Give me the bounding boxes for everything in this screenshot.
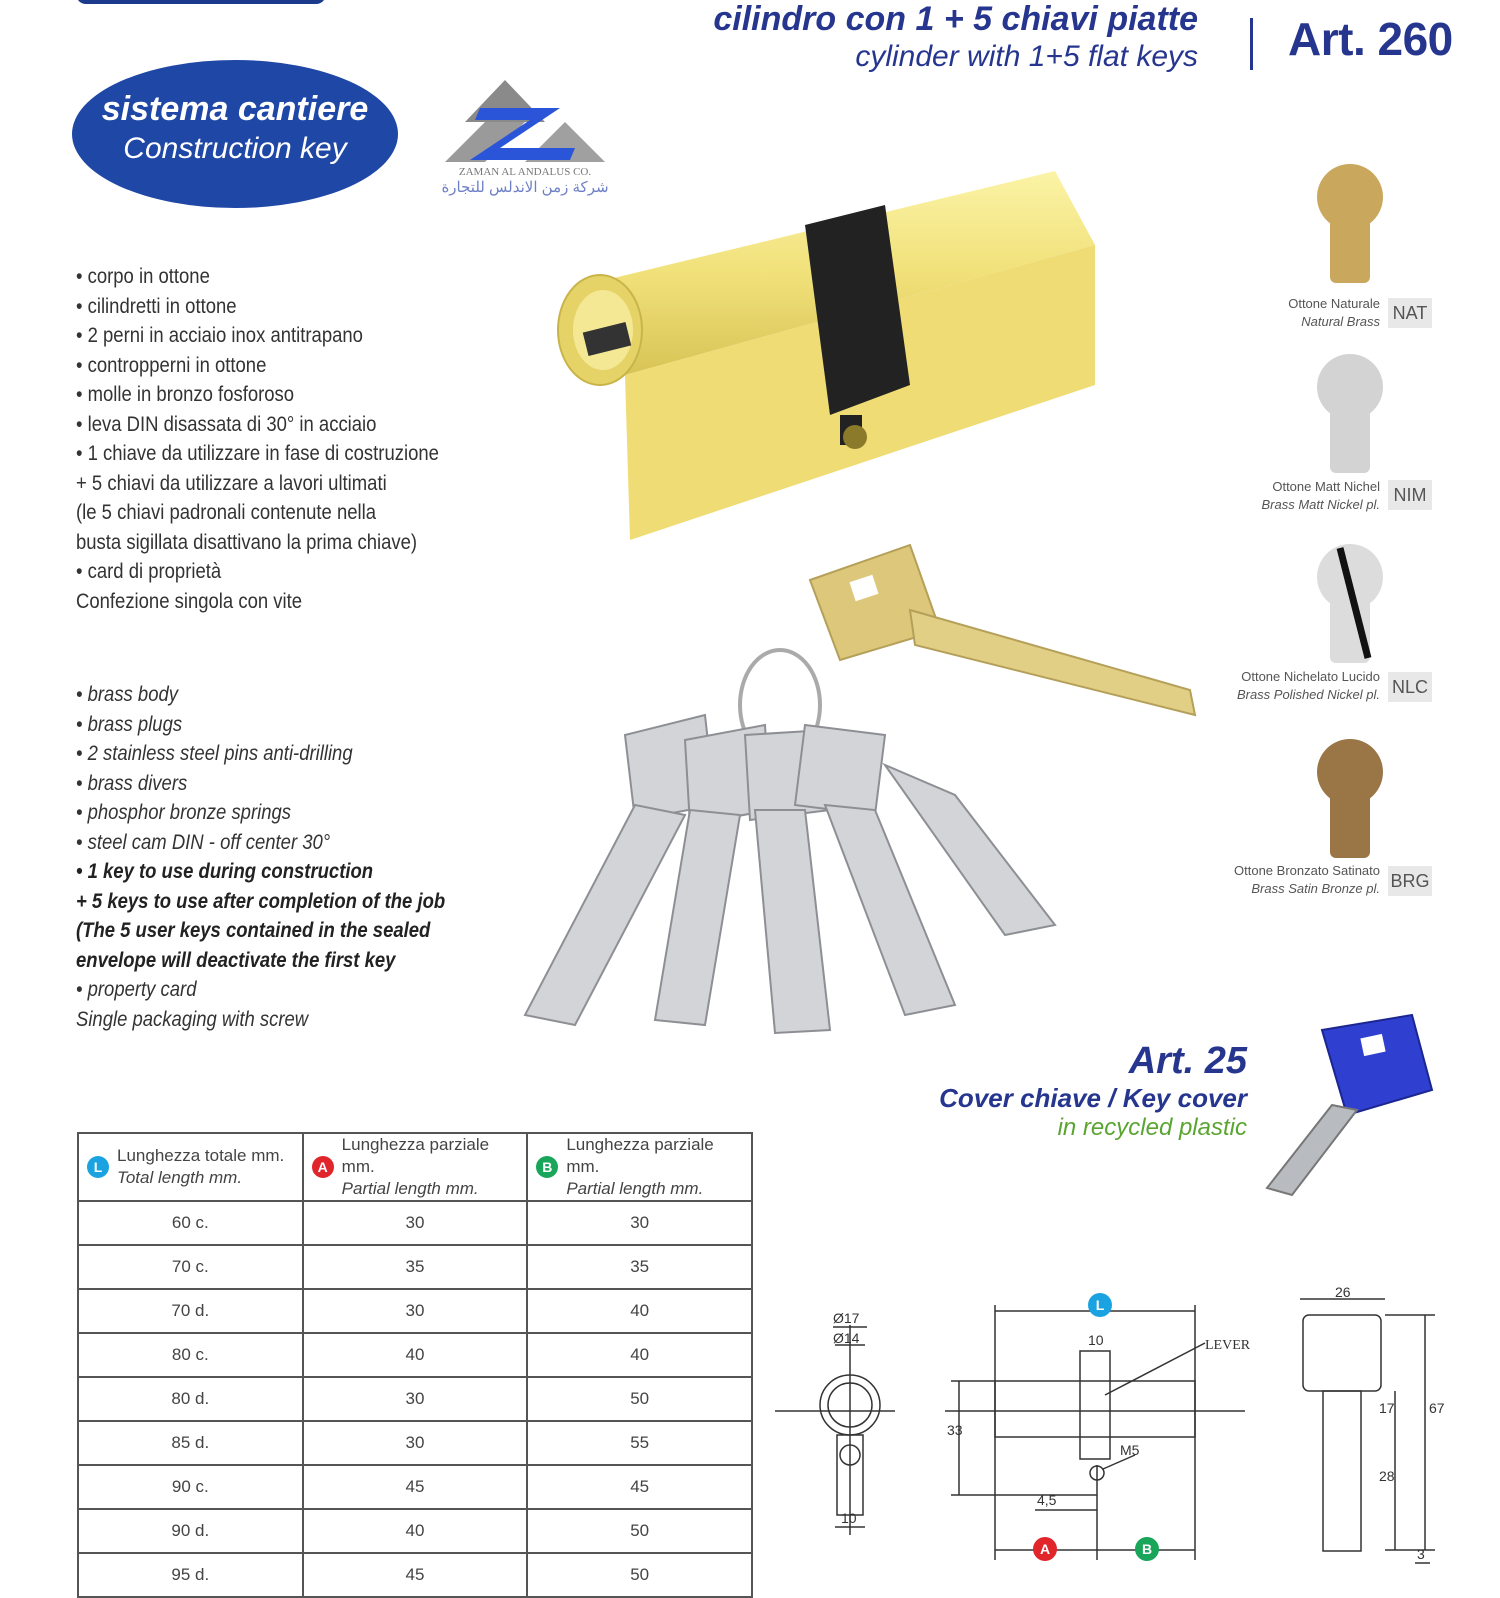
table-row xyxy=(78,1509,752,1553)
features-english xyxy=(76,680,496,1034)
feature-en: • steel cam DIN - off center 30° xyxy=(76,830,331,854)
finish-code: NLC xyxy=(1388,672,1432,702)
logo-arabic: شركة زمن الاندلس للتجارة xyxy=(441,179,609,196)
cell: 70 d. xyxy=(78,1289,303,1333)
table-row xyxy=(78,1245,752,1289)
dim-d14: Ø14 xyxy=(833,1330,860,1346)
key-cover-material: in recycled plastic xyxy=(1057,1114,1247,1141)
header-en: Partial length mm. xyxy=(341,1179,479,1198)
header-en: Total length mm. xyxy=(117,1168,243,1187)
user-keys-image xyxy=(505,645,1065,1040)
cell: 55 xyxy=(527,1421,752,1465)
dimensions-table xyxy=(77,1132,753,1598)
dim-lever: LEVER xyxy=(1205,1338,1251,1353)
finish-swatch-nat-icon xyxy=(1310,163,1390,288)
key-cover-article: Art. 25 xyxy=(1128,1040,1247,1082)
drawing-badge-a-icon: A xyxy=(1039,1541,1051,1557)
cylinder-image xyxy=(555,165,1115,550)
cell: 90 c. xyxy=(78,1465,303,1509)
cell: 90 d. xyxy=(78,1509,303,1553)
feature-en: • property card xyxy=(76,978,197,1001)
table-row xyxy=(78,1553,752,1597)
feature-it: • corpo in ottone xyxy=(76,265,210,288)
badge-b-icon: B xyxy=(536,1156,558,1178)
finish-code: NAT xyxy=(1388,298,1432,328)
dim-d17: Ø17 xyxy=(833,1310,860,1326)
key-cover-block xyxy=(939,1040,1247,1142)
header-partial-length-b xyxy=(527,1133,752,1201)
feature-it: • 2 perni in acciaio inox antitrapano xyxy=(76,324,363,347)
feature-it: • leva DIN disassata di 30° in acciaio xyxy=(76,412,377,436)
finish-name-en: Natural Brass xyxy=(1301,314,1380,329)
feature-en-bold: + 5 keys to use after completion of the job xyxy=(76,889,446,913)
logo-caption: ZAMAN AL ANDALUS CO. xyxy=(458,166,592,178)
feature-it: Confezione singola con vite xyxy=(76,589,303,613)
feature-en: • brass body xyxy=(76,683,179,706)
finish-name-it: Ottone Bronzato Satinato xyxy=(1234,863,1380,878)
dim-w10: 10 xyxy=(841,1510,857,1526)
table-row xyxy=(78,1289,752,1333)
badge-l-icon: L xyxy=(87,1156,109,1178)
table-row xyxy=(78,1201,752,1245)
header-partial-length-a xyxy=(303,1133,528,1201)
cell: 50 xyxy=(527,1553,752,1597)
cell: 30 xyxy=(303,1201,528,1245)
dim-m5: M5 xyxy=(1120,1442,1140,1458)
cell: 30 xyxy=(303,1289,528,1333)
header-en: Partial length mm. xyxy=(566,1179,704,1198)
badge-line-2: Construction key xyxy=(123,132,347,165)
finish-code: NIM xyxy=(1388,480,1432,510)
finish-name-en: Brass Satin Bronze pl. xyxy=(1251,881,1380,896)
finish-name-it: Ottone Naturale xyxy=(1288,296,1380,311)
badge-line-1: sistema cantiere xyxy=(101,90,369,128)
cell: 60 c. xyxy=(78,1201,303,1245)
finish-label xyxy=(1220,668,1380,704)
cell: 35 xyxy=(303,1245,528,1289)
dim-key26: 26 xyxy=(1335,1285,1351,1300)
company-logo-icon xyxy=(425,78,625,168)
header-it: Lunghezza totale mm. xyxy=(117,1146,285,1165)
dim-h33: 33 xyxy=(947,1422,963,1438)
finish-swatch-brg-icon xyxy=(1310,738,1390,863)
dim-key3: 3 xyxy=(1417,1546,1425,1562)
cell: 40 xyxy=(303,1333,528,1377)
table-row xyxy=(78,1333,752,1377)
finish-name-it: Ottone Matt Nichel xyxy=(1272,479,1380,494)
cell: 95 d. xyxy=(78,1553,303,1597)
dim-45: 4,5 xyxy=(1037,1492,1057,1508)
feature-en-bold: (The 5 user keys contained in the sealed xyxy=(76,919,431,942)
feature-it: (le 5 chiavi padronali contenute nella xyxy=(76,501,376,524)
cell: 40 xyxy=(527,1289,752,1333)
construction-key-badge xyxy=(72,60,398,208)
dim-key28: 28 xyxy=(1379,1468,1395,1484)
feature-en-bold: • 1 key to use during construction xyxy=(76,860,374,883)
cell: 30 xyxy=(303,1377,528,1421)
feature-it: • 1 chiave da utilizzare in fase di costruzione xyxy=(76,442,439,465)
technical-drawing xyxy=(775,1285,1475,1585)
article-number: Art. 260 xyxy=(1288,13,1453,65)
finish-name-en: Brass Matt Nickel pl. xyxy=(1261,497,1380,512)
title-divider xyxy=(1250,18,1253,70)
feature-it: busta sigillata disattivano la prima chiave) xyxy=(76,530,418,554)
finish-label xyxy=(1220,862,1380,898)
feature-it: • cilindretti in ottone xyxy=(76,294,237,318)
cell: 80 c. xyxy=(78,1333,303,1377)
cell: 85 d. xyxy=(78,1421,303,1465)
title-italian: cilindro con 1 + 5 chiavi piatte xyxy=(713,0,1198,38)
header-total-length xyxy=(78,1133,303,1201)
dim-top10: 10 xyxy=(1088,1332,1104,1348)
finish-label xyxy=(1220,295,1380,331)
cell: 30 xyxy=(303,1421,528,1465)
feature-it: • molle in bronzo fosforoso xyxy=(76,383,295,406)
badge-a-icon: A xyxy=(312,1156,334,1178)
cell: 50 xyxy=(527,1377,752,1421)
drawing-badge-l-icon: L xyxy=(1095,1297,1105,1313)
feature-it: • contropperni in ottone xyxy=(76,353,267,377)
cell: 35 xyxy=(527,1245,752,1289)
header-it: Lunghezza parziale mm. xyxy=(341,1135,490,1176)
feature-en: • phosphor bronze springs xyxy=(76,801,292,824)
title-english: cylinder with 1+5 flat keys xyxy=(855,40,1198,73)
finish-name-en: Brass Polished Nickel pl. xyxy=(1236,687,1380,702)
dim-key67: 67 xyxy=(1429,1400,1445,1416)
feature-en: • brass plugs xyxy=(76,712,183,736)
top-bar xyxy=(76,0,326,4)
feature-en: • 2 stainless steel pins anti-drilling xyxy=(76,742,353,765)
feature-en-bold: envelope will deactivate the first key xyxy=(76,948,396,972)
features-italian xyxy=(76,262,488,616)
cell: 50 xyxy=(527,1509,752,1553)
cell: 40 xyxy=(527,1333,752,1377)
header-it: Lunghezza parziale mm. xyxy=(566,1135,714,1176)
table-row xyxy=(78,1465,752,1509)
drawing-badge-b-icon: B xyxy=(1141,1541,1153,1557)
finish-code: BRG xyxy=(1388,866,1432,896)
finish-label xyxy=(1220,478,1380,514)
cell: 80 d. xyxy=(78,1377,303,1421)
feature-en: • brass divers xyxy=(76,771,188,795)
dim-key17: 17 xyxy=(1379,1400,1395,1416)
cell: 70 c. xyxy=(78,1245,303,1289)
finish-name-it: Ottone Nichelato Lucido xyxy=(1241,669,1380,684)
feature-en: Single packaging with screw xyxy=(76,1007,309,1031)
table-row xyxy=(78,1421,752,1465)
table-row xyxy=(78,1377,752,1421)
finish-swatch-nlc-icon xyxy=(1310,543,1390,668)
cell: 45 xyxy=(303,1465,528,1509)
cell: 30 xyxy=(527,1201,752,1245)
feature-it: + 5 chiavi da utilizzare a lavori ultimati xyxy=(76,471,387,495)
key-cover-image xyxy=(1262,1010,1462,1200)
finish-swatch-nim-icon xyxy=(1310,353,1390,478)
cell: 45 xyxy=(303,1553,528,1597)
cell: 45 xyxy=(527,1465,752,1509)
key-cover-title: Cover chiave / Key cover xyxy=(939,1083,1247,1113)
table-header-row xyxy=(78,1133,752,1201)
feature-it: • card di proprietà xyxy=(76,560,222,583)
cell: 40 xyxy=(303,1509,528,1553)
